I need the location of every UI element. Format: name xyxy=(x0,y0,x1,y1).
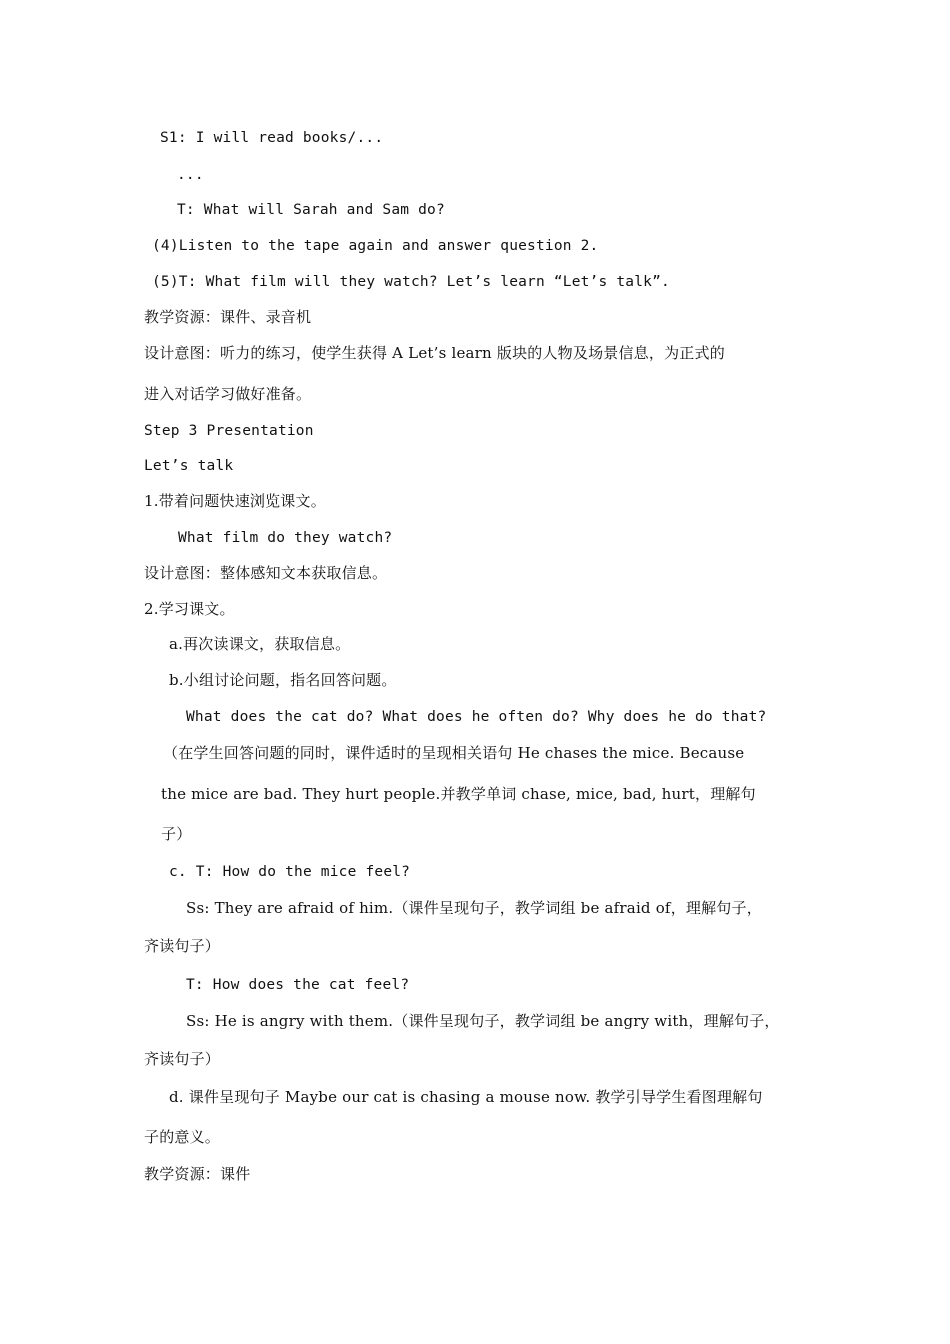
text-line: 2.学习课文。 xyxy=(144,600,235,618)
text-line: (5)T: What film will they watch? Let’s learn “Let’s talk”. xyxy=(152,274,670,290)
text-line: Ss: He is angry with them.（课件呈现句子，教学词组 be angry with，理解句子， xyxy=(186,1012,780,1030)
text-line: 齐读句子） xyxy=(144,1050,221,1068)
text-line: 设计意图：听力的练习，使学生获得 A Let’s learn 版块的人物及场景信息，为正式的 xyxy=(144,344,725,362)
text-line: What does the cat do? What does he often do? Why does he do that? xyxy=(186,709,767,725)
text-line: (4)Listen to the tape again and answer question 2. xyxy=(152,238,599,254)
text-line: 齐读句子） xyxy=(144,937,221,955)
text-line: d. 课件呈现句子 Maybe our cat is chasing a mouse now. 教学引导学生看图理解句 xyxy=(169,1088,763,1106)
text-line: 子） xyxy=(161,825,192,843)
subsection-heading: Let’s talk xyxy=(144,458,234,474)
text-line: Ss: They are afraid of him.（课件呈现句子，教学词组 be afraid of，理解句子， xyxy=(186,899,762,917)
text-line: 教学资源：课件、录音机 xyxy=(144,308,312,326)
text-line: S1: I will read books/... xyxy=(160,130,384,146)
text-line: 1.带着问题快速浏览课文。 xyxy=(144,492,326,510)
text-line: ... xyxy=(177,167,204,183)
text-line: the mice are bad. They hurt people.并教学单词 chase, mice, bad, hurt，理解句 xyxy=(161,785,756,803)
text-line: c. T: How do the mice feel? xyxy=(169,864,411,880)
text-line: 教学资源：课件 xyxy=(144,1165,251,1183)
text-line: b.小组讨论问题，指名回答问题。 xyxy=(169,671,397,689)
text-line: What film do they watch? xyxy=(178,530,393,546)
text-line: T: What will Sarah and Sam do? xyxy=(177,202,445,218)
text-line: 进入对话学习做好准备。 xyxy=(144,385,312,403)
text-line: T: How does the cat feel? xyxy=(186,977,410,993)
text-line: 子的意义。 xyxy=(144,1128,221,1146)
section-heading: Step 3 Presentation xyxy=(144,423,314,439)
text-line: a.再次读课文，获取信息。 xyxy=(169,635,351,653)
text-line: （在学生回答问题的同时，课件适时的呈现相关语句 He chases the mice. Because xyxy=(163,744,745,762)
text-line: 设计意图：整体感知文本获取信息。 xyxy=(144,564,388,582)
